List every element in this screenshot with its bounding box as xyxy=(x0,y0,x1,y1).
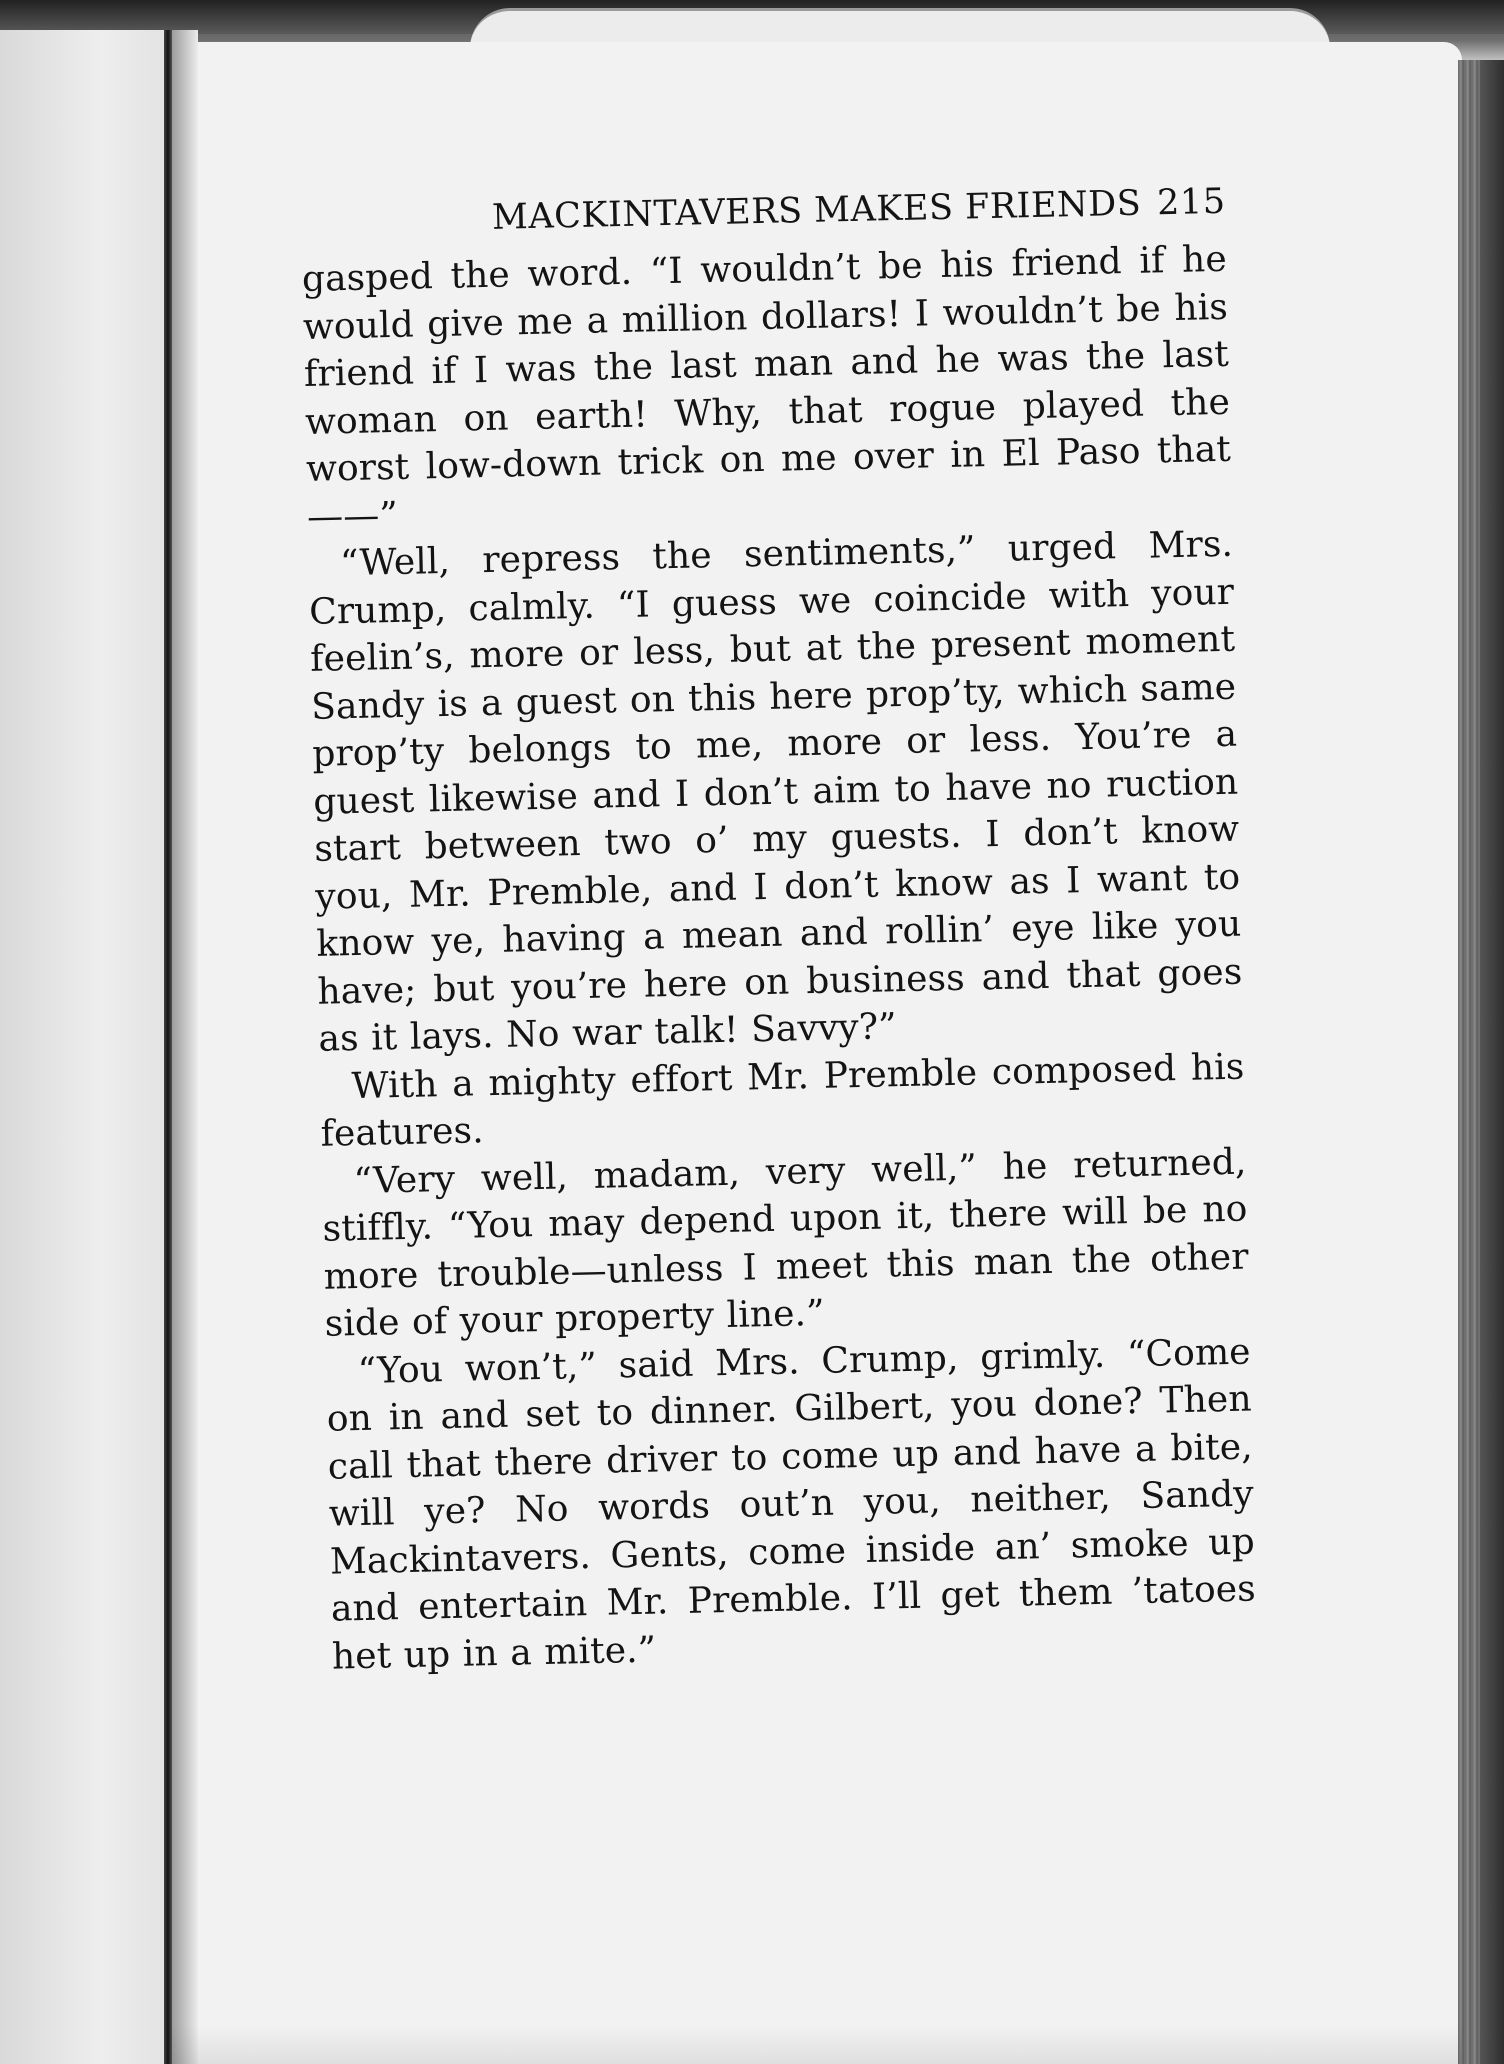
bottom-shadow xyxy=(172,2024,1462,2064)
paragraph-5: “You won’t,” said Mrs. Crump, grimly. “Come on in and set to dinner. Gilbert, you done? Then call that there driver to come up and have a bite, will ye? No words out’n you, neither, Sandy Mackintavers. Gents, come inside an’ smoke up and entertain Mr. Premble. I’ll get them ’tatoes het up in a mite.” xyxy=(326,1331,1257,1678)
paragraph-2: “Well, repress the sentiments,” urged Mrs. Crump, calmly. “I guess we coincide with your feelin’s, more or less, but at the present moment Sandy is a guest on this here prop’ty, which same prop’ty belongs to me, more or less. You’re a guest likewise and I don’t aim to have no ruction start between two o’ my guests. I don’t know you, Mr. Premble, and I don’t know as I want to know ye, having a mean and rollin’ eye like you have; but you’re here on business and that goes as it lays. No war talk! Savvy?” xyxy=(308,523,1243,1060)
book-gutter xyxy=(164,30,172,2064)
running-head-title: MACKINTAVERS MAKES FRIENDS xyxy=(491,183,1142,238)
paragraph-4: “Very well, madam, very well,” he returned, stiffly. “You may depend upon it, there will be no more trouble—unless I meet this man the other side of your property line.” xyxy=(322,1141,1249,1345)
paragraph-3: With a mighty effort Mr. Premble composed his features. xyxy=(320,1046,1245,1155)
facing-page-sliver xyxy=(0,30,168,2064)
page-text-block xyxy=(300,170,1257,1681)
running-head xyxy=(300,182,1226,242)
page-number: 215 xyxy=(1156,181,1226,224)
gutter-shadow xyxy=(172,30,198,2064)
book-cover-edge xyxy=(1480,60,1504,2064)
paragraph-1: gasped the word. “I wouldn’t be his friend if he would give me a million dollars! I wouldn’t be his friend if I was the last man and he was the last woman on earth! Why, that rogue played the worst low-down trick on me over in El Paso that——” xyxy=(301,238,1232,538)
